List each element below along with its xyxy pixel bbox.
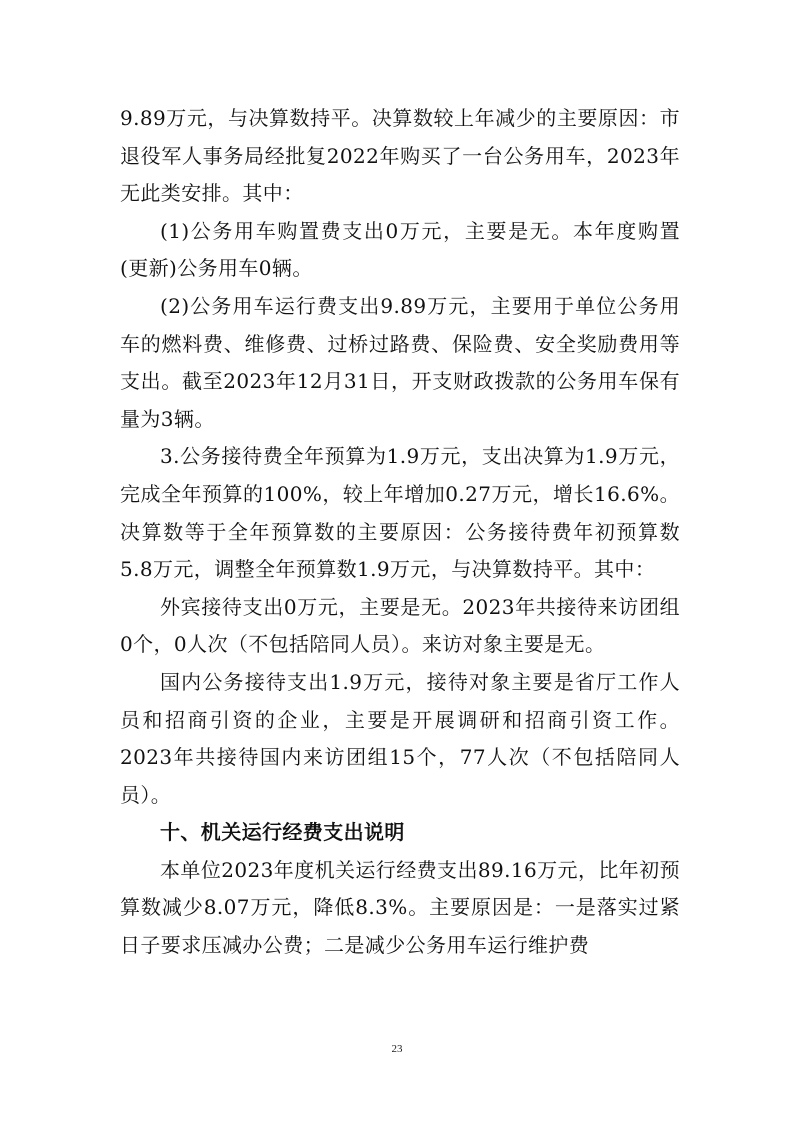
page-number: 23 — [391, 1043, 403, 1055]
page-body — [120, 100, 680, 965]
paragraph-vehicle-summary: 9.89万元，与决算数持平。决算数较上年减少的主要原因：市退役军人事务局经批复2022年购买了一台公务用车，2023年无此类安排。其中： — [120, 106, 680, 206]
paragraph-vehicle-purchase: (1)公务用车购置费支出0万元，主要是无。本年度购置(更新)公务用车0辆。 — [120, 218, 680, 281]
paragraph-vehicle-operation: (2)公务用车运行费支出9.89万元，主要用于单位公务用车的燃料费、维修费、过桥过路费、保险费、安全奖励费用等支出。截至2023年12月31日，开支财政拨款的公务用车保有量为3辆。 — [120, 293, 680, 431]
paragraph-reception-budget: 3.公务接待费全年预算为1.9万元，支出决算为1.9万元，完成全年预算的100%，较上年增加0.27万元，增长16.6%。决算数等于全年预算数的主要原因：公务接待费年初预算数5.8万元，调整全年预算数1.9万元，与决算数持平。其中： — [120, 444, 680, 582]
paragraph-operating-expenses: 本单位2023年度机关运行经费支出89.16万元，比年初预算数减少8.07万元，降低8.3%。主要原因是：一是落实过紧日子要求压减办公费；二是减少公务用车运行维护费 — [120, 857, 680, 958]
paragraph-foreign-reception: 外宾接待支出0万元，主要是无。2023年共接待来访团组0个，0人次（不包括陪同人员）。来访对象主要是无。 — [120, 594, 680, 657]
section-heading: 十、机关运行经费支出说明 — [160, 820, 405, 845]
paragraph-domestic-reception: 国内公务接待支出1.9万元，接待对象主要是省厅工作人员和招商引资的企业，主要是开展调研和招商引资工作。2023年共接待国内来访团组15个，77人次（不包括陪同人员）。 — [120, 669, 680, 807]
